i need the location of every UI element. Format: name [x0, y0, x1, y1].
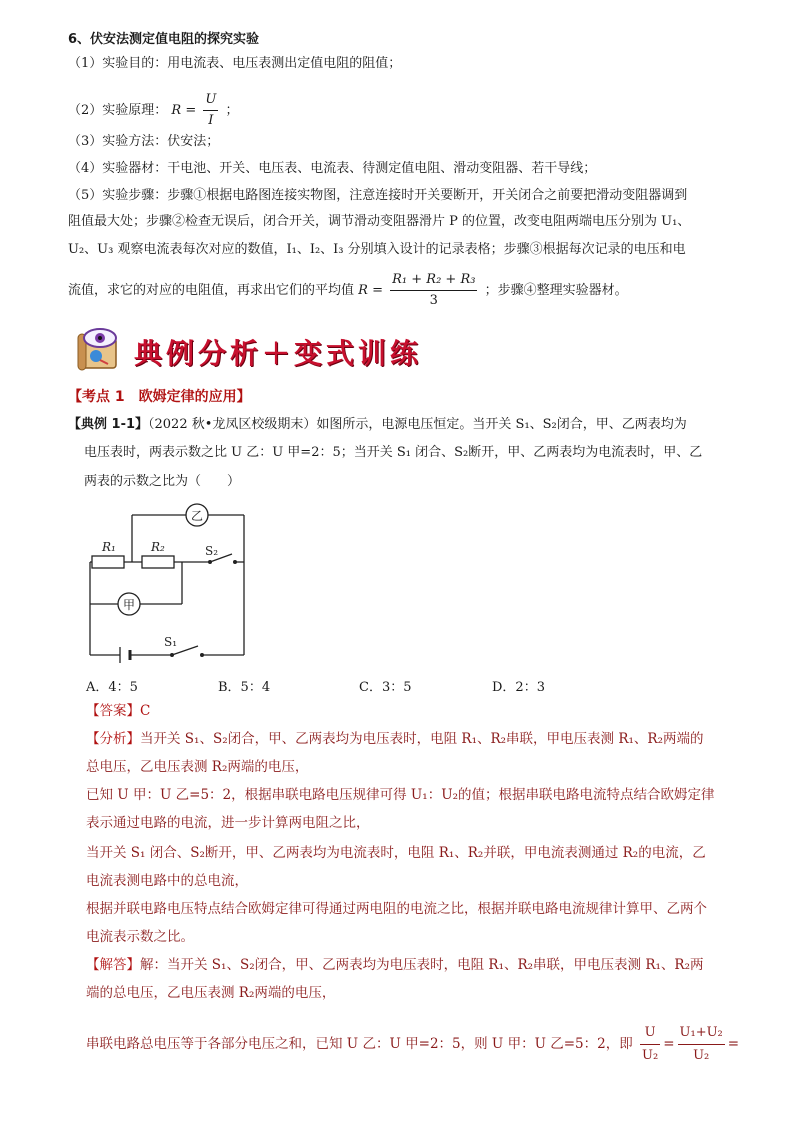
solution-line1	[86, 954, 704, 976]
formula-den: I	[203, 110, 218, 131]
analysis-line8: 电流表示数之比。	[86, 929, 194, 945]
step5-line3: U₂、U₃ 观察电流表每次对应的数值，I₁、I₂、I₃ 分别填入设计的记录表格；步骤③根据每次记录的电压和电	[68, 242, 686, 257]
analysis-line2: 总电压，乙电压表测 R₂两端的电压，	[86, 759, 309, 775]
example-line1	[68, 415, 687, 435]
avg-lhs: R =	[358, 283, 383, 298]
analysis-line4: 表示通过电路的电流，进一步计算两电阻之比，	[86, 815, 370, 831]
kaodian-title	[68, 386, 251, 406]
analysis-line1	[86, 728, 704, 750]
answer-label: 【答案】	[86, 703, 140, 719]
formula-r	[171, 92, 225, 128]
frac1-num: U	[644, 1025, 656, 1040]
step5-line4-post: ；步骤④整理实验器材。	[484, 283, 628, 298]
solution-fraction-2	[678, 1022, 725, 1067]
step5-line4-pre: 流值，求它的对应的电阻值，再求出它们的平均值	[68, 283, 355, 298]
option-d[interactable]: D．2：3	[492, 680, 545, 695]
answer-value: C	[140, 703, 151, 719]
analysis-line5: 当开关 S₁ 闭合、S₂断开，甲、乙两表均为电流表时，电阻 R₁、R₂并联，甲电流表测通过 R₂的电流，乙	[86, 845, 706, 861]
example-text1: （2022 秋•龙凤区校级期末）如图所示，电源电压恒定。当开关 S₁、S₂闭合，甲、乙两表均为	[148, 417, 687, 432]
avg-den: 3	[390, 290, 477, 311]
banner-title: 典例分析＋变式训练	[134, 337, 423, 370]
analysis-label: 【分析】	[86, 731, 140, 747]
frac2-num: U₁+U₂	[679, 1025, 723, 1040]
analysis-line3: 已知 U 甲：U 乙=5：2，根据串联电路电压规律可得 U₁：U₂的值；根据串联电路电流特点结合欧姆定律	[86, 787, 715, 803]
section-title: 6、伏安法测定值电阻的探究实验	[68, 32, 260, 47]
kaodian-label: 【考点 1 欧姆定律的应用】	[68, 389, 251, 405]
solution-eq2: =	[727, 1036, 740, 1052]
example-label: 【典例 1-1】	[68, 417, 149, 432]
option-a[interactable]: A．4：5	[86, 680, 138, 695]
formula-lhs: R =	[171, 103, 197, 118]
analysis-line6: 电流表测电路中的总电流，	[86, 873, 248, 889]
formula-tail: ；	[225, 103, 239, 118]
solution-line3	[86, 1022, 739, 1067]
example-line2: 电压表时，两表示数之比 U 乙：U 甲=2：5；当开关 S₁ 闭合、S₂断开，甲、乙两表均为电流表时，甲、乙	[84, 445, 703, 460]
solution-line2: 端的总电压，乙电压表测 R₂两端的电压，	[86, 985, 336, 1001]
solution-fraction-1	[640, 1022, 660, 1067]
step5-line4	[68, 270, 628, 311]
avg-num: R₁ + R₂ + R₃	[392, 272, 476, 287]
step5-line1: （5）实验步骤：步骤①根据电路图连接实物图，注意连接时开关要断开，开关闭合之前要把滑动变阻器调到	[68, 188, 688, 203]
circuit-diagram	[80, 500, 270, 670]
frac2-den: U₂	[678, 1044, 725, 1067]
option-c[interactable]: C．3：5	[359, 680, 412, 695]
solution-eq1: =	[663, 1036, 675, 1052]
label-r1: R₁	[102, 540, 116, 554]
switch-s2-contact	[233, 560, 237, 564]
avg-fraction	[390, 270, 477, 311]
solution-text3: 串联电路总电压等于各部分电压之和，已知 U 乙：U 甲=2：5，则 U 甲：U 乙=5：2，即	[86, 1036, 633, 1052]
item-purpose: （1）实验目的：用电流表、电压表测出定值电阻的阻值；	[68, 56, 402, 71]
resistor-r2	[142, 556, 174, 568]
resistor-r1	[92, 556, 124, 568]
item-equipment: （4）实验器材：干电池、开关、电压表、电流表、待测定值电阻、滑动变阻器、若干导线；	[68, 161, 597, 176]
solution-text1: 解：当开关 S₁、S₂闭合，甲、乙两表均为电压表时，电阻 R₁、R₂串联，甲电压表测 R₁、R₂两	[140, 957, 704, 973]
item-principle-label: （2）实验原理：	[68, 103, 168, 118]
frac1-den: U₂	[640, 1044, 660, 1067]
analysis-text1: 当开关 S₁、S₂闭合，甲、乙两表均为电压表时，电阻 R₁、R₂串联，甲电压表测 R₁、R₂两端的	[140, 731, 704, 747]
option-b[interactable]: B．5：4	[218, 680, 271, 695]
eye-scroll-icon	[74, 324, 134, 374]
formula-fraction	[203, 90, 218, 131]
switch-s1-contact	[200, 653, 204, 657]
meter-yi-label: 乙	[190, 509, 204, 523]
formula-num: U	[205, 92, 217, 107]
meter-jia-label: 甲	[122, 598, 136, 612]
item-method: （3）实验方法：伏安法；	[68, 134, 220, 149]
item-principle	[68, 90, 239, 131]
label-s1: S₁	[164, 635, 178, 649]
label-s2: S₂	[205, 544, 219, 558]
analysis-line7: 根据并联电路电压特点结合欧姆定律可得通过两电阻的电流之比，根据并联电路电流规律计算甲、乙两个	[86, 901, 707, 917]
answer	[86, 700, 150, 722]
solution-label: 【解答】	[86, 957, 140, 973]
step5-line2: 阻值最大处；步骤②检查无误后，闭合开关，调节滑动变阻器滑片 P 的位置，改变电阻两端电压分别为 U₁、	[68, 214, 691, 229]
label-r2: R₂	[151, 540, 165, 554]
example-line3: 两表的示数之比为（ ）	[84, 474, 241, 489]
